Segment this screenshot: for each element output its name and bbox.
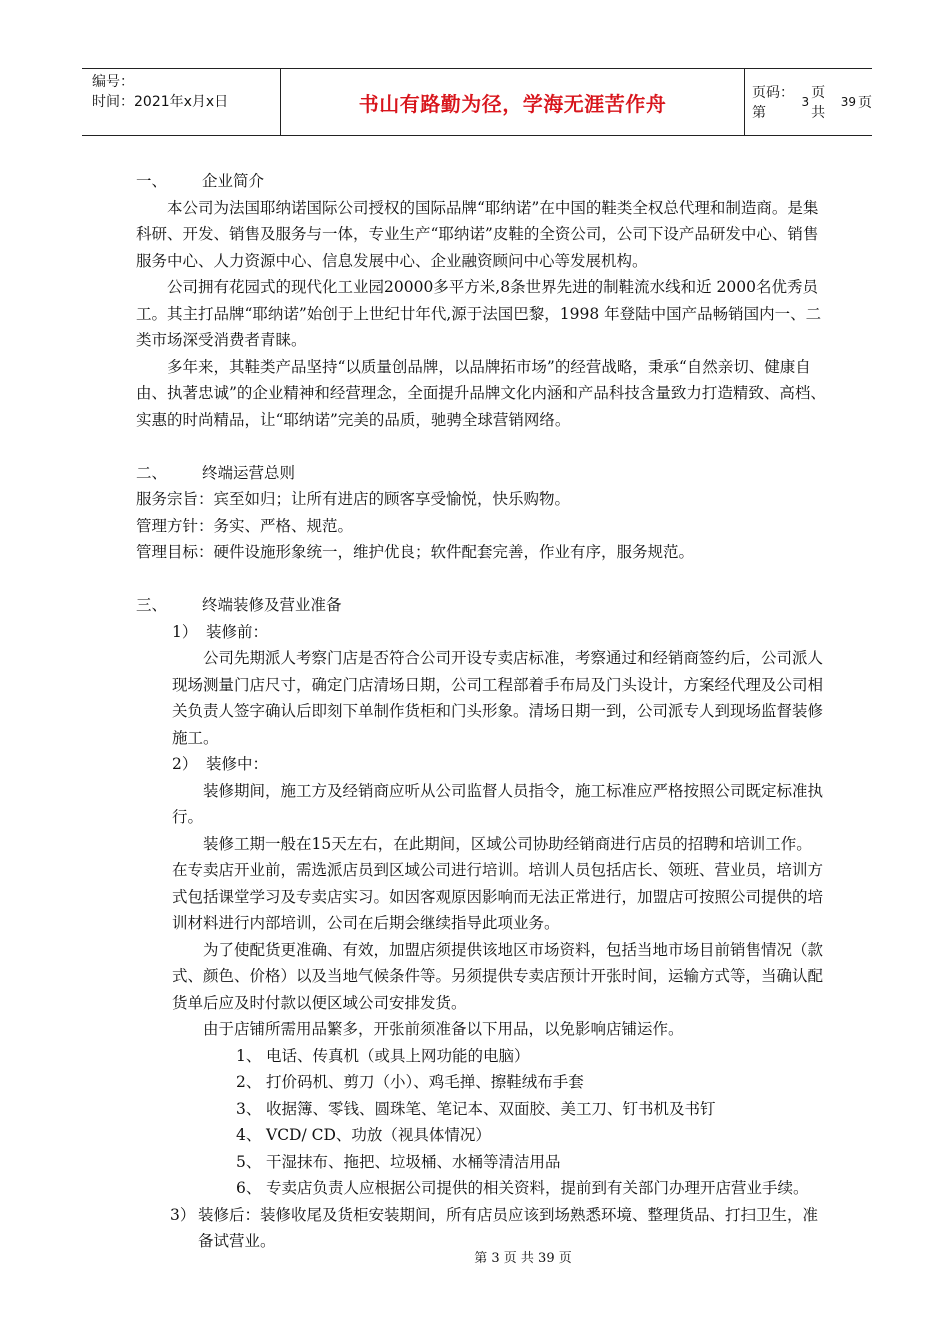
- list-number: 2、: [236, 1073, 262, 1091]
- paragraph: 装修期间，施工方及经销商应听从公司监督人员指令，施工标准应严格按照公司既定标准执行。: [172, 781, 824, 826]
- section-heading: [136, 460, 826, 487]
- paragraph: 由于店铺所需用品繁多，开张前须准备以下用品，以免影响店铺运作。: [203, 1020, 684, 1038]
- page-footer: [0, 1247, 950, 1266]
- list-text: 电话、传真机（或具上网功能的电脑）: [266, 1046, 530, 1065]
- rule-line: 管理目标：硬件设施形象统一，维护优良；软件配套完善，作业有序，服务规范。: [136, 543, 695, 561]
- step-number: 1）: [172, 622, 198, 641]
- step-number: 2）: [172, 755, 198, 773]
- list-number: 6、: [236, 1179, 262, 1197]
- list-item: [136, 1122, 826, 1149]
- page-prefix: 页码：第: [752, 85, 794, 121]
- step-text: 装修后：装修收尾及货柜安装期间，所有店员应该到场熟悉环境、整理货品、打扫卫生，准备试营业。: [198, 1205, 819, 1250]
- step-heading: [136, 619, 826, 646]
- step-heading: [136, 751, 826, 778]
- list-item: [136, 1175, 826, 1202]
- page-mid: 页 共: [811, 85, 826, 121]
- list-number: 3、: [236, 1099, 262, 1118]
- step-number: 3）: [170, 1205, 196, 1224]
- list-text: 干湿抹布、拖把、垃圾桶、水桶等清洁用品: [266, 1152, 561, 1171]
- page-suffix: 页: [858, 95, 872, 111]
- paragraph: 为了使配货更准确、有效，加盟店须提供该地区市场资料，包括当地市场目前销售情况（款式、颜色、价格）以及当地气候条件等。另须提供专卖店预计开张时间，运输方式等，当确认配货单后应及时付款以便区域公司安排发货。: [172, 940, 824, 1012]
- list-text: 打价码机、剪刀（小）、鸡毛掸、擦鞋绒布手套: [266, 1073, 584, 1091]
- page-current: 3: [801, 95, 810, 109]
- list-number: 5、: [236, 1152, 262, 1171]
- section-number: 二、: [136, 463, 168, 482]
- header-page-number: [752, 69, 872, 135]
- rule-line: 管理方针：务实、严格、规范。: [136, 516, 354, 535]
- paragraph: 公司先期派人考察门店是否符合公司开设专卖店标准，考察通过和经销商签约后，公司派人现场测量门店尺寸，确定门店清场日期，公司工程部着手布局及门头设计，方案经代理及公司相关负责人签字确认后即刻下单制作货柜和门头形象。清场日期一到，公司派专人到现场监督装修施工。: [172, 649, 824, 747]
- paragraph: 多年来，其鞋类产品坚持“以质量创品牌，以品牌拓市场”的经营战略，秉承“自然亲切、健康自由、执著忠诚”的企业精神和经营理念，全面提升品牌文化内涵和产品科技含量致力打造精致、高档、实惠的时尚精品，让“耶纳诺”完美的品质，驰骋全球营销网络。: [136, 357, 826, 429]
- footer-page-number: 第 3 页 共 39 页: [474, 1251, 572, 1266]
- section-number: 一、: [136, 172, 168, 190]
- document-date: 时间：2021年x月x日: [92, 94, 229, 110]
- list-text: 收据簿、零钱、圆珠笔、笔记本、双面胶、美工刀、钉书机及书钉: [266, 1099, 716, 1118]
- document-body: [136, 168, 826, 1255]
- section-title: 终端运营总则: [202, 463, 296, 482]
- list-text: VCD/ CD、功放（视具体情况）: [266, 1126, 491, 1144]
- list-item: [136, 1069, 826, 1096]
- section-heading: [136, 168, 826, 195]
- page-total: 39: [840, 95, 856, 109]
- paragraph: 装修工期一般在15天左右，在此期间，区域公司协助经销商进行店员的招聘和培训工作。在专卖店开业前，需选派店员到区域公司进行培训。培训人员包括店长、领班、营业员，培训方式包括课堂学习及专卖店实习。如因客观原因影响而无法正常进行，加盟店可按照公司提供的培训材料进行内部培训，公司在后期会继续指导此项业务。: [172, 834, 824, 932]
- document-number-label: 编号：: [92, 74, 134, 90]
- list-number: 4、: [236, 1126, 262, 1144]
- section-title: 终端装修及营业准备: [202, 596, 342, 614]
- section-number: 三、: [136, 596, 168, 614]
- list-text: 专卖店负责人应根据公司提供的相关资料，提前到有关部门办理开店营业手续。: [266, 1179, 809, 1197]
- page-header: [82, 68, 872, 136]
- header-motto: 书山有路勤为径，学海无涯苦作舟: [358, 91, 667, 116]
- section-title: 企业简介: [202, 172, 265, 190]
- step-title: 装修中：: [206, 755, 269, 773]
- header-divider: [744, 69, 745, 135]
- list-item: [136, 1149, 826, 1176]
- section-heading: [136, 592, 826, 619]
- rule-line: 服务宗旨：宾至如归；让所有进店的顾客享受愉悦，快乐购物。: [136, 490, 571, 508]
- list-item: [136, 1043, 826, 1070]
- paragraph: 公司拥有花园式的现代化工业园20000多平方米,8条世界先进的制鞋流水线和近 2000名优秀员工。其主打品牌“耶纳诺”始创于上世纪廿年代,源于法国巴黎，1998 年登陆中国产品畅销国内一、二类市场深受消费者青睐。: [136, 278, 822, 349]
- step-title: 装修前：: [206, 622, 269, 641]
- list-number: 1、: [236, 1046, 262, 1065]
- paragraph: 本公司为法国耶纳诺国际公司授权的国际品牌“耶纳诺”在中国的鞋类全权总代理和制造商。是集科研、开发、销售及服务与一体，专业生产“耶纳诺”皮鞋的全资公司，公司下设产品研发中心、销售服务中心、人力资源中心、信息发展中心、企业融资顾问中心等发展机构。: [136, 198, 819, 270]
- header-meta: [92, 72, 277, 112]
- list-item: [136, 1096, 826, 1123]
